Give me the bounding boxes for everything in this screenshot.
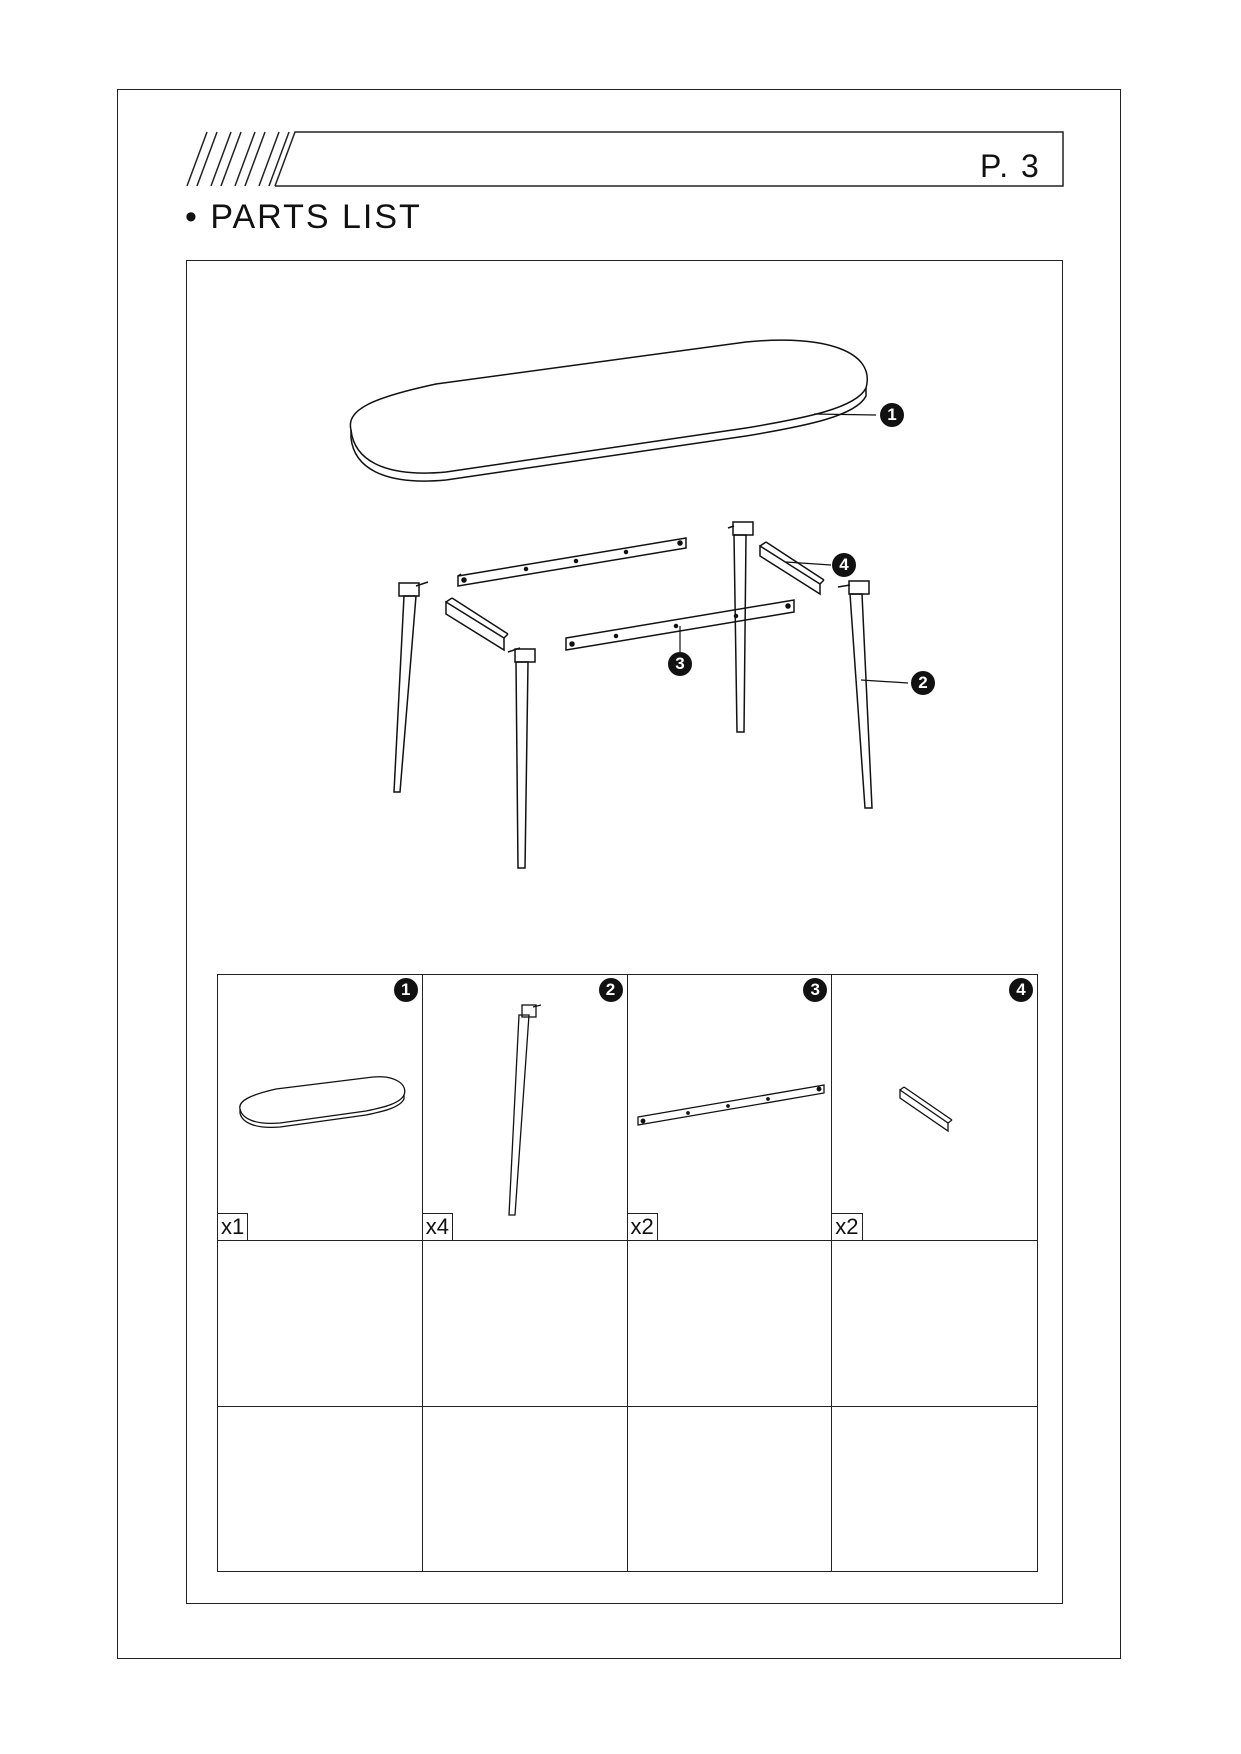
part-number-badge: 4	[1009, 978, 1033, 1002]
empty-cell	[628, 1241, 833, 1407]
quantity-label: x4	[423, 1213, 453, 1240]
callout-2: 2	[911, 671, 935, 695]
empty-cell	[218, 1407, 423, 1571]
part-cell-4	[832, 975, 1037, 1241]
quantity-label: x1	[218, 1213, 248, 1240]
empty-cell	[423, 1241, 628, 1407]
empty-cell	[218, 1241, 423, 1407]
part-cell-2	[423, 975, 628, 1241]
page-number: P. 3	[980, 148, 1041, 184]
long-rail-thumbnail	[628, 975, 833, 1241]
header-stripes	[185, 130, 1065, 188]
empty-cell	[423, 1407, 628, 1571]
empty-cell	[628, 1407, 833, 1571]
part-number-badge: 3	[803, 978, 827, 1002]
part-number-badge: 2	[599, 978, 623, 1002]
short-rail-thumbnail	[832, 975, 1037, 1241]
part-cell-3	[628, 975, 833, 1241]
empty-cell	[832, 1241, 1037, 1407]
empty-cell	[832, 1407, 1037, 1571]
part-number-badge: 1	[394, 978, 418, 1002]
exploded-table-drawing	[186, 260, 1063, 900]
part-cell-1	[218, 975, 423, 1241]
callout-4: 4	[832, 553, 856, 577]
section-title: • PARTS LIST	[185, 198, 422, 236]
quantity-label: x2	[832, 1213, 862, 1240]
callout-3: 3	[668, 652, 692, 676]
callout-1: 1	[880, 403, 904, 427]
quantity-label: x2	[628, 1213, 658, 1240]
table-leg-thumbnail	[423, 975, 628, 1241]
table-top-thumbnail	[218, 975, 423, 1241]
parts-grid	[217, 974, 1038, 1572]
